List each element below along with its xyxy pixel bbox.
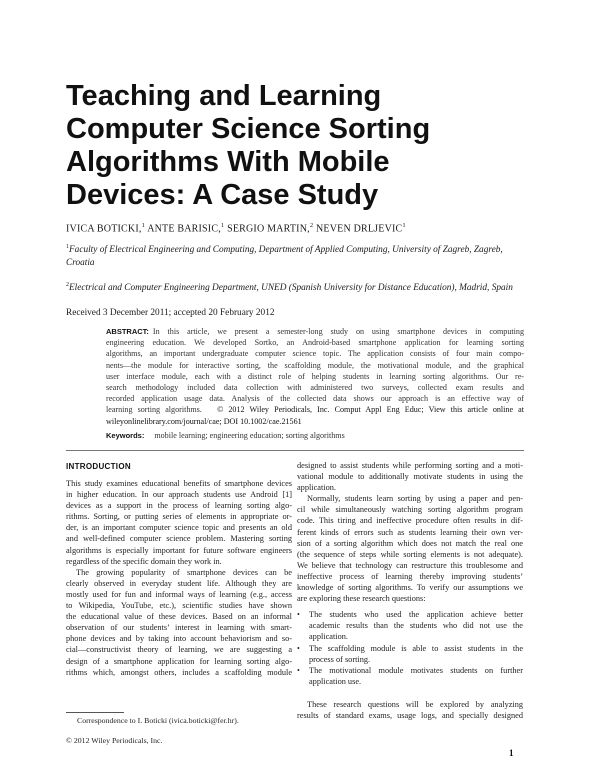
author-list: IVICA BOTICKI,$^1$ ANTE BARISIC,$^1$ SERGIO MARTIN,$^2$ NEVEN DRLJEVIC$^1$ <box>66 222 406 235</box>
text-line: designed to assist students while performing sorting and a moti- <box>297 461 523 470</box>
section-divider <box>66 450 524 451</box>
text-line: The growing popularity of smartphone devices can be <box>76 567 292 577</box>
right-column <box>297 460 523 721</box>
abstract-label: ABSTRACT: <box>106 327 149 336</box>
paper-title <box>66 80 536 212</box>
affiliation-1: $^1$Faculty of Electrical Engineering and Computing, Department of Applied Computing, University of Zagreb, Zagreb, Croatia <box>66 244 503 269</box>
text-line: and well-defined computer science problem. Mastering sorting <box>66 534 292 544</box>
text-line: mostly used for fun and informal ways of learning (e.g., access <box>66 589 292 599</box>
title-line: Algorithms With Mobile <box>66 146 390 178</box>
title-line: Computer Science Sorting <box>66 113 431 145</box>
author: NEVEN DRLJEVIC <box>315 223 403 235</box>
text-line: algorithms is especially important for future software engineers <box>66 545 292 555</box>
abstract: ABSTRACT: In this article, we present a semester-long study on using smartphone devices in computing engineering education. We developed Sortko, an Android-based smartphone application for learning sorting algorithms, an important undergraduate computer science topic. The application consists of four main compo- nents—the module for interactive sorting, the scaffolding module, the motivational module, and the graphical user interface module, each with a distinct role of helping students in learning sorting algorithms. Our re- search methodology included data collection with administered two surveys, collected exam results and recorded application usage data. Analysis of the collected data shows our approach is an effective way of learning sorting algorithms. © 2012 Wiley Periodicals, Inc. Comput Appl Eng Educ; View this article online at wileyonlinelibrary.com/journal/cae; DOI 10.1002/cae.21561 <box>106 327 524 426</box>
text-line: regardless of the specific domain they work in. <box>66 556 222 566</box>
author: IVICA BOTICKI, <box>66 223 142 235</box>
text-line: These research questions will be explored by analyzing <box>307 699 523 709</box>
text-line: Normally, students learn sorting by using a paper and pen- <box>307 494 523 504</box>
text-line: rithms which, amongst others, includes a scaffolding module <box>66 667 292 677</box>
text-line: devices as a support in the process of learning sorting algo- <box>66 501 292 511</box>
text-line: knowledge of sorting algorithms. To verify our assumptions we <box>297 583 523 593</box>
text-line: We believe that technology can restructure this troublesome and <box>297 560 523 570</box>
text-line: clearly observed in everyday student life. Although they are <box>66 578 292 588</box>
research-questions <box>297 609 523 687</box>
text-line: results of standard exams, usage logs, and specially designed <box>297 710 523 720</box>
text-line: vational module to additionally motivate students in using the <box>297 472 523 482</box>
text-line: the educational value of these devices. Based on an informal <box>66 612 292 622</box>
text-line: are exploring these research questions: <box>297 594 426 604</box>
received-dates: Received 3 December 2011; accepted 20 February 2012 <box>66 308 275 318</box>
text-line: code. This tiring and ineffective procedure often results in dif- <box>297 516 523 526</box>
text-line: phone devices and by taking into account behaviorism and so- <box>66 634 292 644</box>
text-line: cil while simultaneously watching sorting algorithm program <box>297 505 523 515</box>
page-number: 1 <box>509 748 514 758</box>
text-line: ineffective process of learning thereby improving students’ <box>297 571 523 581</box>
text-line: ferent kinds of errors such as students learning their own ver- <box>297 527 523 537</box>
section-heading: INTRODUCTION <box>66 462 131 471</box>
text-line: observation of our students’ interest in learning with smart- <box>66 623 292 633</box>
list-item: • The students who used the application achieve better academic results than the students who did not use the application. <box>297 609 523 642</box>
text-line: (the sequence of steps while sorting elements is not adequate). <box>297 549 523 559</box>
text-line: This study examines educational benefits of smartphone devices <box>66 479 292 488</box>
title-line: Teaching and Learning <box>66 80 382 112</box>
text-line: sion of a sorting algorithm which does not match the real one <box>297 538 523 548</box>
list-item: • The scaffolding module is able to assist students in the process of sorting. <box>297 643 523 665</box>
text-line: rithms. Sorting, or putting series of elements in appropriate or- <box>66 512 292 522</box>
text-line: cial—constructivist theory of learning, we are suggesting a <box>66 645 292 655</box>
keywords-label: Keywords: <box>106 431 145 440</box>
list-item: • The motivational module motivates students on further application use. <box>297 665 523 687</box>
text-line: application. <box>297 483 336 493</box>
copyright-notice: © 2012 Wiley Periodicals, Inc. <box>66 736 163 745</box>
keywords: Keywords: mobile learning; engineering education; sorting algorithms <box>106 431 345 440</box>
affiliation-2: $^2$Electrical and Computer Engineering Department, UNED (Spanish University for Distance Education), Madrid, Spain <box>66 282 513 294</box>
text-line: design of a smartphone application for learning sorting algo- <box>66 656 292 666</box>
doi-line: wileyonlinelibrary.com/journal/cae; DOI 10.1002/cae.21561 <box>106 416 302 426</box>
title-line: Devices: A Case Study <box>66 179 379 211</box>
author: ANTE BARISIC, <box>147 223 221 235</box>
correspondence-footnote: Correspondence to I. Boticki (ivica.boticki@fer.hr). <box>77 716 239 725</box>
text-line: der, is an important computer science topic and presents an old <box>66 523 292 533</box>
citation-info: © 2012 Wiley Periodicals, Inc. Comput Appl Eng Educ; View this article online at <box>217 405 524 415</box>
text-line: to Wikipedia, YouTube, etc.), scientific studies have shown <box>66 601 292 611</box>
left-column <box>66 478 292 678</box>
footnote-rule <box>66 712 124 713</box>
author: SERGIO MARTIN, <box>227 223 310 235</box>
text-line: in higher education. In our approach students use Android [1] <box>66 490 292 500</box>
